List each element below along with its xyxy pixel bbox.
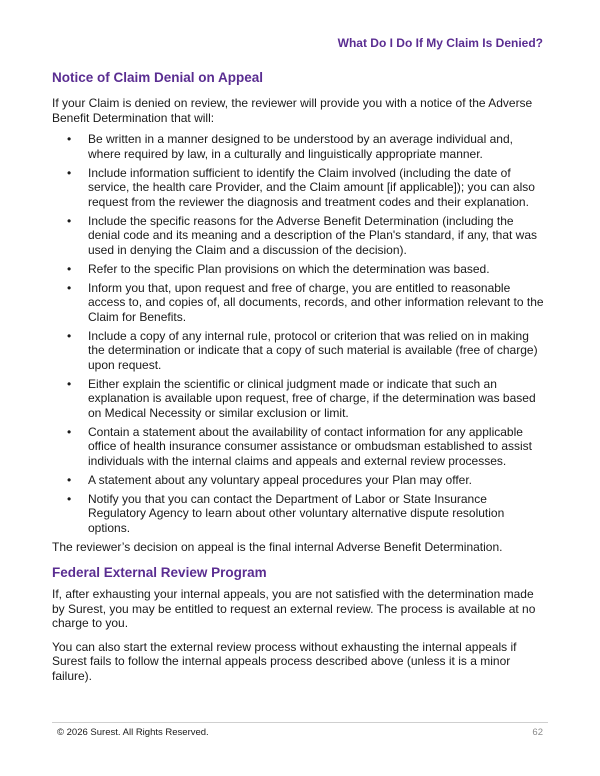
notice-requirements-list [52,132,548,535]
list-item: • Notify you that you can contact the Department of Labor or State Insurance Regulatory Agency to learn about other voluntary alternative dispute resolution options. [88,492,548,536]
closing-paragraph: The reviewer’s decision on appeal is the final internal Adverse Benefit Determination. [52,539,503,554]
running-header: What Do I Do If My Claim Is Denied? [337,36,543,50]
list-item: • Refer to the specific Plan provisions on which the determination was based. [88,262,548,277]
list-item: • Include a copy of any internal rule, protocol or criterion that was relied on in making the determination or indicate that a copy of such material is available (free of charge) upon request. [88,329,548,373]
section-heading-claim-denial: Notice of Claim Denial on Appeal [52,70,264,85]
footer-copyright: © 2026 Surest. All Rights Reserved. [57,727,209,738]
external-review-paragraph-1: If, after exhausting your internal appeals, you are not satisfied with the determination made by Surest, you may be entitled to request an external review. The process is available at no charge to you. [52,587,536,630]
intro-paragraph: If your Claim is denied on review, the reviewer will provide you with a notice of the Adverse Benefit Determination that will: [52,96,533,125]
list-item: • Be written in a manner designed to be understood by an average individual and, where required by law, in a culturally and linguistically appropriate manner. [88,132,548,161]
page-number: 62 [532,727,543,738]
list-item: • Include the specific reasons for the Adverse Benefit Determination (including the denial code and its meaning and a description of the Plan's standard, if any, that was used in denying the Claim and a discussion of the decision). [88,214,548,258]
list-item: • Either explain the scientific or clinical judgment made or indicate that such an explanation is available upon request, free of charge, if the determination was based on Medical Necessity or similar exclusion or limit. [88,377,548,421]
main-content [52,70,548,683]
external-review-paragraph-2: You can also start the external review process without exhausting the internal appeals if Surest fails to follow the internal appeals process described above (unless it is a minor failure). [52,639,517,683]
list-item: • Include information sufficient to identify the Claim involved (including the date of service, the health care Provider, and the Claim amount [if applicable]); you can also request from the reviewer the diagnosis and treatment codes and their explanation. [88,166,548,210]
list-item: • Inform you that, upon request and free of charge, you are entitled to reasonable access to, and copies of, all documents, records, and other information relevant to the Claim for Benefits. [88,281,548,325]
list-item: • Contain a statement about the availability of contact information for any applicable office of health insurance consumer assistance or ombudsman established to assist individuals with the internal claims and appeals and external review processes. [88,425,548,469]
footer-divider [52,722,548,723]
section-heading-external-review: Federal External Review Program [52,565,267,580]
list-item: • A statement about any voluntary appeal procedures your Plan may offer. [88,473,548,488]
